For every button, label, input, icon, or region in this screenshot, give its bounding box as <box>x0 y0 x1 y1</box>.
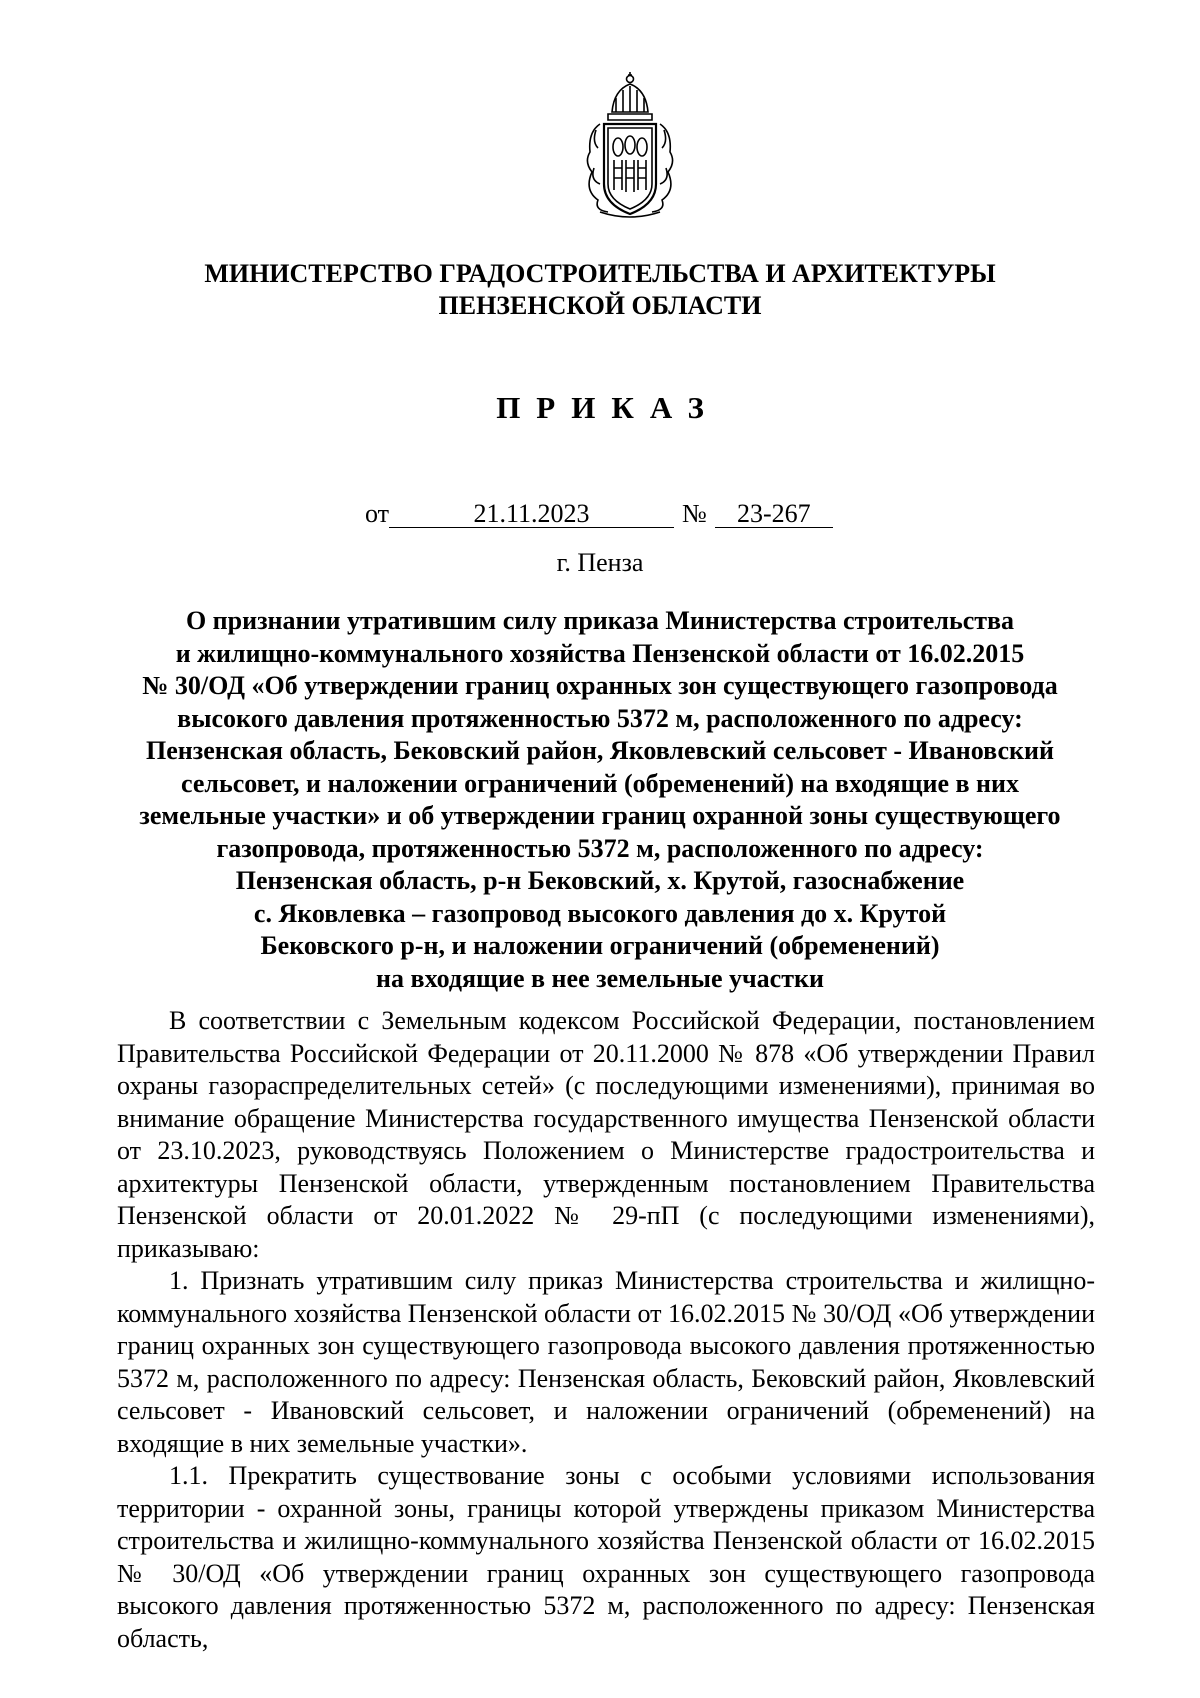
ministry-line-2: ПЕНЗЕНСКОЙ ОБЛАСТИ <box>438 291 762 320</box>
coat-of-arms-icon <box>570 72 690 222</box>
number-label: № <box>682 499 707 528</box>
subject-line: высокого давления протяженностью 5372 м, расположенного по адресу: <box>177 703 1023 733</box>
document-date: 21.11.2023 <box>389 500 674 528</box>
preamble-paragraph: В соответствии с Земельным кодексом Российской Федерации, постановлением Правительства Российской Федерации от 20.11.2000 № 878 «Об утверждении Правил охраны газораспределительных сетей» (с последующими изменениями), принимая во внимание обращение Министерства государственного имущества Пензенской области от 23.10.2023, руководствуясь Положением о Министерстве градостроительства и архитектуры Пензенской области, утвержденным постановлением Правительства Пензенской области от 20.01.2022 № 29-пП (с последующими изменениями), приказываю: <box>117 1006 1095 1263</box>
subject-line: № 30/ОД «Об утверждении границ охранных зон существующего газопровода <box>142 671 1058 700</box>
document-type: ПРИКАЗ <box>496 390 720 425</box>
ministry-line-1: МИНИСТЕРСТВО ГРАДОСТРОИТЕЛЬСТВА И АРХИТЕКТУРЫ <box>204 259 996 288</box>
document-body <box>117 1005 1095 1655</box>
subject-line: с. Яковлевка – газопровод высокого давления до х. Крутой <box>253 898 947 928</box>
subject-line: Пензенская область, р-н Бековский, х. Крутой, газоснабжение <box>235 866 965 895</box>
date-number-line <box>365 498 833 530</box>
subject-line: О признании утратившим силу приказа Министерства строительства <box>185 606 1015 635</box>
subject-line: Пензенская область, Бековский район, Яковлевский сельсовет - Ивановский <box>146 736 1054 765</box>
document-number: 23-267 <box>715 500 833 528</box>
subject-line: Бековского р-н, и наложении ограничений (обременений) <box>260 931 940 960</box>
subject-line: газопровода, протяженностью 5372 м, расположенного по адресу: <box>216 833 984 863</box>
item-1-paragraph: 1. Признать утратившим силу приказ Министерства строительства и жилищно-коммунального хозяйства Пензенской области от 16.02.2015 № 30/ОД «Об утверждении границ охранных зон существующего газопровода высокого давления протяженностью 5372 м, расположенного по адресу: Пензенская область, Бековский район, Яковлевский сельсовет - Ивановский сельсовет, и наложении ограничений (обременений) на входящие в них земельные участки». <box>117 1266 1095 1458</box>
item-1-1-paragraph: 1.1. Прекратить существование зоны с особыми условиями использования территории - охранной зоны, границы которой утверждены приказом Министерства строительства и жилищно-коммунального хозяйства Пензенской области от 16.02.2015 № 30/ОД «Об утверждении границ охранных зон существующего газопровода высокого давления протяженностью 5372 м, расположенного по адресу: Пензенская область, <box>117 1461 1095 1653</box>
subject-line: земельные участки» и об утверждении границ охранной зоны существующего <box>139 801 1061 830</box>
ministry-name <box>0 258 1200 322</box>
date-label: от <box>365 499 390 528</box>
subject-line: на входящие в нее земельные участки <box>376 963 824 993</box>
city: г. Пенза <box>556 548 644 577</box>
subject-line: сельсовет, и наложении ограничений (обременений) на входящие в них <box>180 768 1020 798</box>
subject-line: и жилищно-коммунального хозяйства Пензенской области от 16.02.2015 <box>175 638 1025 668</box>
document-subject <box>0 605 1200 995</box>
